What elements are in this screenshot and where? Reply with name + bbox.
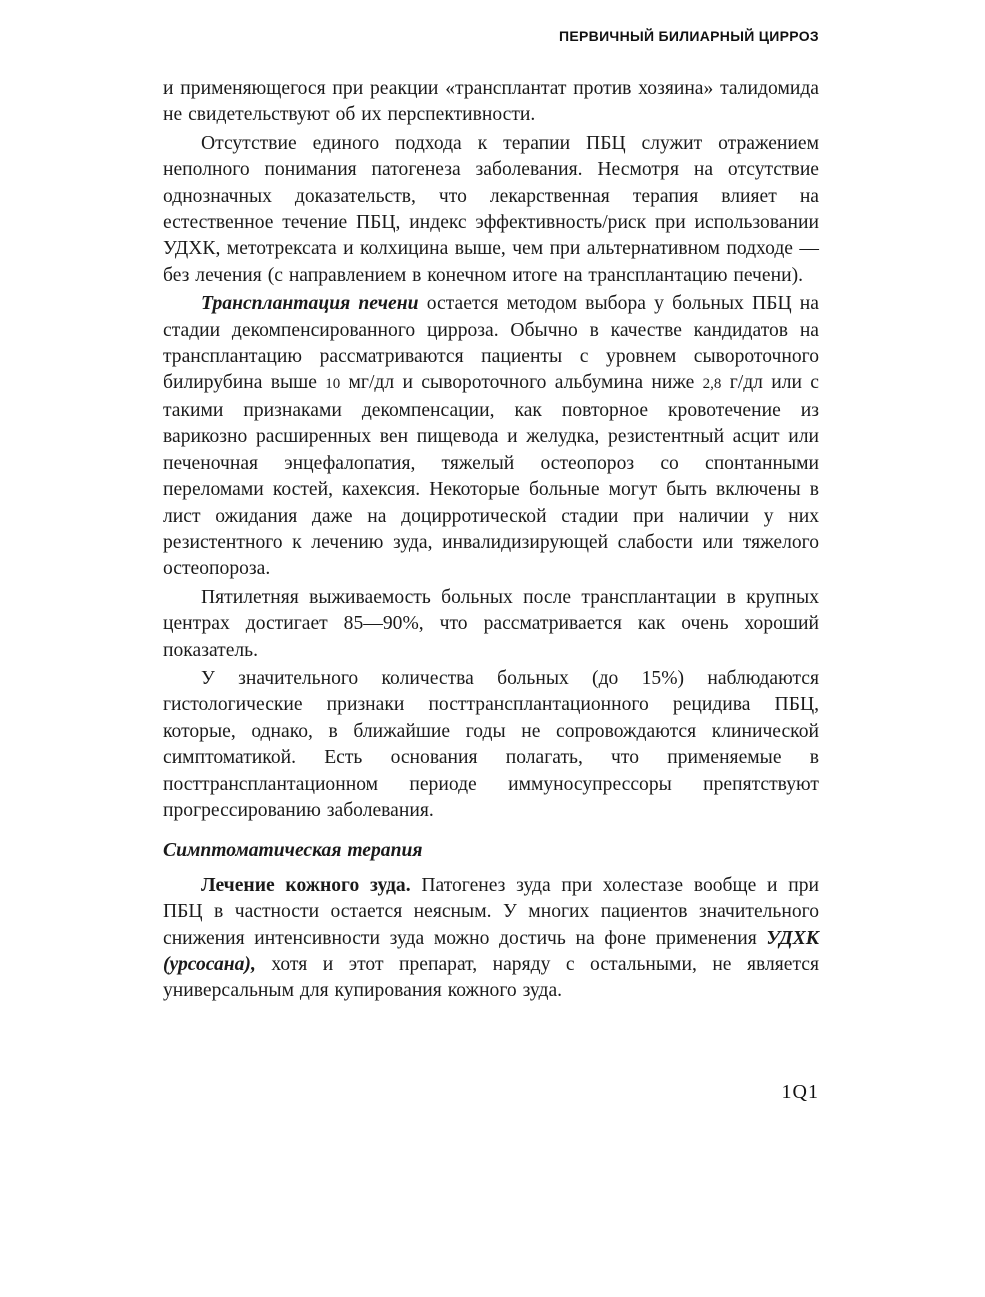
albumin-value: 2,8 [702,376,722,393]
paragraph-3-text-a: остается методом выбора у больных ПБЦ на стадии декомпенсированного цирроза. Обычно в качестве кандидатов на трансплантацию рассматриваются пациенты с уровнем сывороточного билирубина выше [163,293,819,394]
term-liver-transplant: Трансплантация печени [201,293,419,315]
drug-name: УДХК (урсосана), [163,927,819,975]
body-text [163,76,819,1005]
section-heading: Симптоматическая терапия [163,840,423,862]
paragraph-3-text-c: г/дл или с такими признаками декомпенсации, как повторное кровотечение из варикозно расширенных вен пищевода и желудка, резистентный асцит или печеночная энцефалопатия, тяжелый остеопороз со спонтанными переломами костей, кахексия. Некоторые больные могут быть включены в лист ожидания даже на доцирротической стадии при наличии у них резистентного к лечению зуда, инвалидизирующей слабости или тяжелого остеопороза. [163,372,819,580]
paragraph-6-text-b: хотя и этот препарат, наряду с остальными, не является универсальным для купирования кожного зуда. [163,954,819,1002]
lead-itch-treatment: Лечение кожного зуда. [201,874,411,896]
running-head: ПЕРВИЧНЫЙ БИЛИАРНЫЙ ЦИРРОЗ [559,28,819,44]
bilirubin-value: 10 [325,376,341,393]
paragraph-4: Пятилетняя выживаемость больных после трансплантации в крупных центрах достигает 85—90%, что рассматривается как очень хороший показатель. [163,586,819,661]
page-number: 1Q1 [781,1081,819,1103]
paragraph-3 [163,291,819,582]
paragraph-6-text-a: Патогенез зуда при холестазе вообще и при ПБЦ в частности остается неясным. У многих пациентов значительного снижения интенсивности зуда можно достичь на фоне применения [163,874,820,949]
paragraph-6 [163,873,819,1005]
paragraph-5: У значительного количества больных (до 15%) наблюдаются гистологические признаки посттрансплантационного рецидива ПБЦ, которые, однако, в ближайшие годы не сопровождаются клинической симптоматикой. Есть основания полагать, что применяемые в посттрансплантационном периоде иммуносупрессоры препятствуют прогрессированию заболевания. [163,667,819,821]
paragraph-2: Отсутствие единого подхода к терапии ПБЦ служит отражением неполного понимания патогенеза заболевания. Несмотря на отсутствие однозначных доказательств, что лекарственная терапия влияет на естественное течение ПБЦ, индекс эффективность/риск при использовании УДХК, метотрексата и колхицина выше, чем при альтернативном подходе — без лечения (с направлением в конечном итоге на трансплантацию печени). [163,132,819,286]
paragraph-3-text-b: мг/дл и сывороточного альбумина ниже [340,372,703,394]
paragraph-1: и применяющегося при реакции «трансплантат против хозяина» талидомида не свидетельствуют об их перспективности. [163,78,819,126]
